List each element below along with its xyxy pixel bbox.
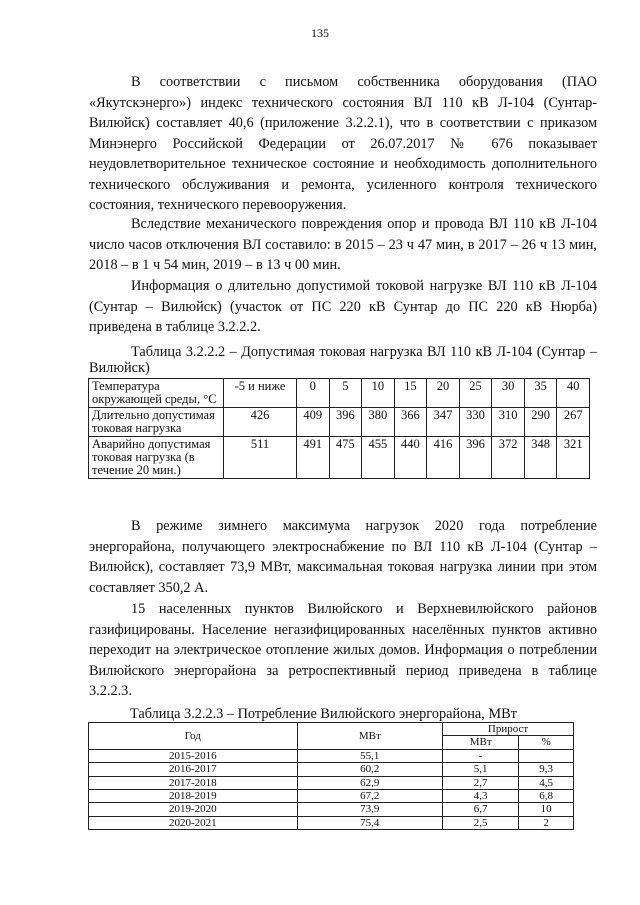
paragraph-gasification: 15 населенных пунктов Вилюйского и Верхневилюйского районов газифицированы. Население негазифицированных населённых пунктов активно переходит на электрическое отопление жилых домов. Информация о потреблении Вилюйского энергорайона за ретроспективный период приведена в таблице 3.2.2.3. bbox=[89, 601, 597, 699]
row-label: Длительно допустимая токовая нагрузка bbox=[89, 408, 224, 437]
table-cell: 2 bbox=[519, 816, 574, 829]
table-cell: 290 bbox=[524, 408, 557, 437]
table-cell: 6,8 bbox=[519, 790, 574, 803]
header-year: Год bbox=[89, 723, 298, 750]
table-cell: 416 bbox=[427, 437, 460, 479]
table-cell: 267 bbox=[557, 408, 590, 437]
table-cell: 2017-2018 bbox=[89, 776, 298, 789]
table-cell: 5,1 bbox=[443, 763, 519, 776]
table-cell: 10 bbox=[519, 803, 574, 816]
table-cell: 60,2 bbox=[297, 763, 443, 776]
table-row bbox=[89, 776, 574, 789]
table-cell: 4,3 bbox=[443, 790, 519, 803]
table-row bbox=[89, 816, 574, 829]
header-cell: 40 bbox=[557, 379, 590, 408]
table-cell: 348 bbox=[524, 437, 557, 479]
table-cell: 75,4 bbox=[297, 816, 443, 829]
table-row bbox=[89, 437, 590, 479]
table-header-row bbox=[89, 379, 590, 408]
table-cell: - bbox=[443, 749, 519, 762]
subheader-percent: % bbox=[519, 736, 574, 749]
table-row bbox=[89, 763, 574, 776]
consumption-table bbox=[88, 722, 574, 830]
table-cell: 426 bbox=[224, 408, 297, 437]
table-cell: 9,3 bbox=[519, 763, 574, 776]
table-cell: 2,5 bbox=[443, 816, 519, 829]
table-cell: 396 bbox=[329, 408, 362, 437]
table-caption-3-2-2-2: Таблица 3.2.2.2 – Допустимая токовая нагрузка ВЛ 110 кВ Л-104 (Сунтар – Вилюйск) bbox=[89, 344, 597, 376]
table-cell: 380 bbox=[362, 408, 395, 437]
paragraph-technical-condition: В соответствии с письмом собственника оборудования (ПАО «Якутскэнерго») индекс технического состояния ВЛ 110 кВ Л-104 (Сунтар-Вилюйск) составляет 40,6 (приложение 3.2.2.1), что в соответствии с приказом Минэнерго Российской Федерации от 26.07.2017 № 676 показывает неудовлетворительное техническое состояние и необходимость дополнительного технического обслуживания и ремонта, усиленного контроля технического состояния, технического перевооружения. bbox=[89, 74, 597, 213]
table-row bbox=[89, 790, 574, 803]
table-cell: 310 bbox=[492, 408, 525, 437]
header-mw: МВт bbox=[297, 723, 443, 750]
table-row bbox=[89, 803, 574, 816]
table-cell: 2019-2020 bbox=[89, 803, 298, 816]
table-cell: 321 bbox=[557, 437, 590, 479]
table-caption-3-2-2-3: Таблица 3.2.2.3 – Потребление Вилюйского энергорайона, МВт bbox=[130, 706, 517, 722]
paragraph-outages: Вследствие механического повреждения опор и провода ВЛ 110 кВ Л-104 число часов отключения ВЛ составило: в 2015 – 23 ч 47 мин, в 2017 – 26 ч 13 мин, 2018 – в 1 ч 54 мин, 2019 – в 13 ч 00 мин. bbox=[89, 216, 597, 273]
header-cell: 20 bbox=[427, 379, 460, 408]
table-cell: 2020-2021 bbox=[89, 816, 298, 829]
table-cell: 440 bbox=[394, 437, 427, 479]
table-cell: 2,7 bbox=[443, 776, 519, 789]
header-cell: 5 bbox=[329, 379, 362, 408]
table-cell: 491 bbox=[297, 437, 330, 479]
table-cell: 455 bbox=[362, 437, 395, 479]
table-cell: 475 bbox=[329, 437, 362, 479]
header-cell: 15 bbox=[394, 379, 427, 408]
table-header-row bbox=[89, 723, 574, 736]
table-cell: 511 bbox=[224, 437, 297, 479]
row-label: Аварийно допустимая токовая нагрузка (в течение 20 мин.) bbox=[89, 437, 224, 479]
subheader-mw: МВт bbox=[443, 736, 519, 749]
table-cell: 409 bbox=[297, 408, 330, 437]
table-cell: 73,9 bbox=[297, 803, 443, 816]
table-cell: 330 bbox=[459, 408, 492, 437]
table-row bbox=[89, 408, 590, 437]
header-growth: Прирост bbox=[443, 723, 574, 736]
table-cell: 366 bbox=[394, 408, 427, 437]
header-cell: 10 bbox=[362, 379, 395, 408]
table-cell: 396 bbox=[459, 437, 492, 479]
header-cell: -5 и ниже bbox=[224, 379, 297, 408]
header-cell: 0 bbox=[297, 379, 330, 408]
table-cell: 55,1 bbox=[297, 749, 443, 762]
header-cell: 30 bbox=[492, 379, 525, 408]
paragraph-load-info: Информация о длительно допустимой токовой нагрузке ВЛ 110 кВ Л-104 (Сунтар – Вилюйск) (участок от ПС 220 кВ Сунтар до ПС 220 кВ Нюрба) приведена в таблице 3.2.2.2. bbox=[89, 278, 597, 335]
table-cell: 347 bbox=[427, 408, 460, 437]
header-temperature: Температура окружающей среды, °С bbox=[89, 379, 224, 408]
table-cell: 2016-2017 bbox=[89, 763, 298, 776]
table-cell: 4,5 bbox=[519, 776, 574, 789]
paragraph-winter-maximum: В режиме зимнего максимума нагрузок 2020 года потребление энергорайона, получающего электроснабжение по ВЛ 110 кВ Л-104 (Сунтар – Вилюйск), составляет 73,9 МВт, максимальная токовая нагрузка линии при этом составляет 350,2 А. bbox=[89, 518, 597, 596]
table-row bbox=[89, 749, 574, 762]
current-load-table bbox=[88, 378, 590, 479]
table-cell: 62,9 bbox=[297, 776, 443, 789]
header-cell: 35 bbox=[524, 379, 557, 408]
table-cell: 67,2 bbox=[297, 790, 443, 803]
table-cell bbox=[519, 749, 574, 762]
header-cell: 25 bbox=[459, 379, 492, 408]
table-cell: 372 bbox=[492, 437, 525, 479]
page-number: 135 bbox=[311, 26, 329, 40]
table-cell: 6,7 bbox=[443, 803, 519, 816]
table-cell: 2015-2016 bbox=[89, 749, 298, 762]
table-cell: 2018-2019 bbox=[89, 790, 298, 803]
